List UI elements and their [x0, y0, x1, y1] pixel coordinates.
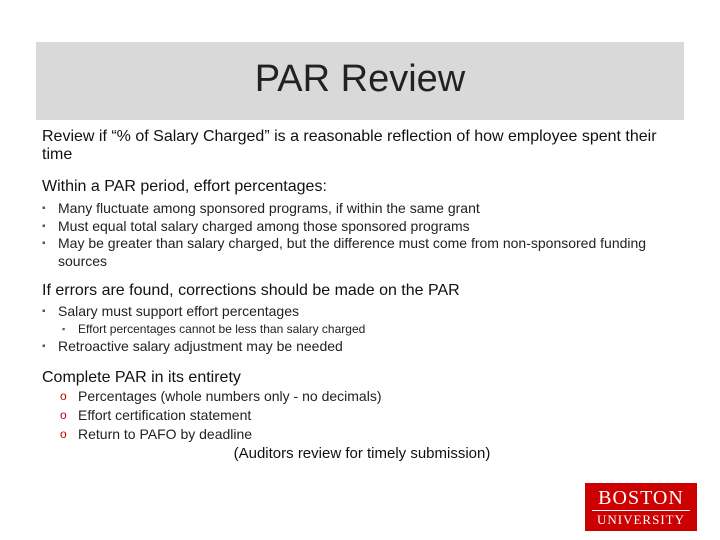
- logo-line-university: UNIVERSITY: [597, 511, 685, 527]
- bullet-icon: ▪: [62, 323, 66, 334]
- errors-bullet-list: [42, 303, 682, 321]
- list-item-text: Effort percentages cannot be less than salary charged: [78, 321, 366, 336]
- bullet-icon: ▪: [42, 238, 46, 249]
- circle-bullet-icon: o: [60, 427, 67, 441]
- list-item: [60, 406, 682, 425]
- bullet-icon: ▪: [42, 220, 46, 232]
- logo-line-boston: BOSTON: [598, 486, 684, 509]
- list-item-text: Retroactive salary adjustment may be needed: [58, 337, 343, 354]
- list-item-text: Return to PAFO by deadline: [78, 426, 253, 442]
- list-item: [42, 338, 682, 356]
- bullet-icon: ▪: [42, 203, 46, 214]
- list-item: [60, 387, 682, 406]
- list-item: [60, 425, 682, 444]
- list-item: [42, 200, 682, 218]
- list-item-text: Many fluctuate among sponsored programs, if within the same grant: [58, 200, 480, 216]
- logo-divider: [592, 510, 690, 511]
- list-item-text: May be greater than salary charged, but the difference must come from non-sponsored funding sources: [58, 235, 647, 269]
- list-item: [42, 235, 682, 270]
- errors-bullet-list-2: [42, 338, 682, 356]
- slide-content: [42, 128, 682, 464]
- circle-bullet-icon: o: [60, 408, 67, 422]
- page-title: PAR Review: [254, 58, 466, 100]
- period-bullet-list: [42, 200, 682, 270]
- circle-bullet-icon: o: [60, 389, 67, 403]
- bullet-icon: ▪: [42, 306, 46, 317]
- list-item: [42, 218, 682, 236]
- list-item-text: Must equal total salary charged among those sponsored programs: [58, 217, 470, 234]
- list-item-text: Salary must support effort percentages: [58, 303, 299, 319]
- errors-sub-bullet-list: [62, 322, 682, 337]
- intro-text: Review if “% of Salary Charged” is a reasonable reflection of how employee spent their time: [42, 128, 657, 163]
- section-heading-complete: Complete PAR in its entirety: [42, 369, 241, 386]
- section-heading-errors: If errors are found, corrections should be made on the PAR: [42, 282, 460, 299]
- complete-item-list: [60, 387, 682, 444]
- bullet-icon: ▪: [42, 340, 46, 352]
- title-band: [36, 42, 684, 120]
- boston-university-logo: [585, 483, 697, 531]
- section-heading-period: Within a PAR period, effort percentages:: [42, 178, 327, 195]
- list-item: [62, 322, 682, 337]
- list-item-text: Percentages (whole numbers only - no decimals): [78, 388, 382, 404]
- list-item: [42, 303, 682, 321]
- auditors-note: (Auditors review for timely submission): [233, 445, 491, 462]
- list-item-text: Effort certification statement: [78, 407, 252, 423]
